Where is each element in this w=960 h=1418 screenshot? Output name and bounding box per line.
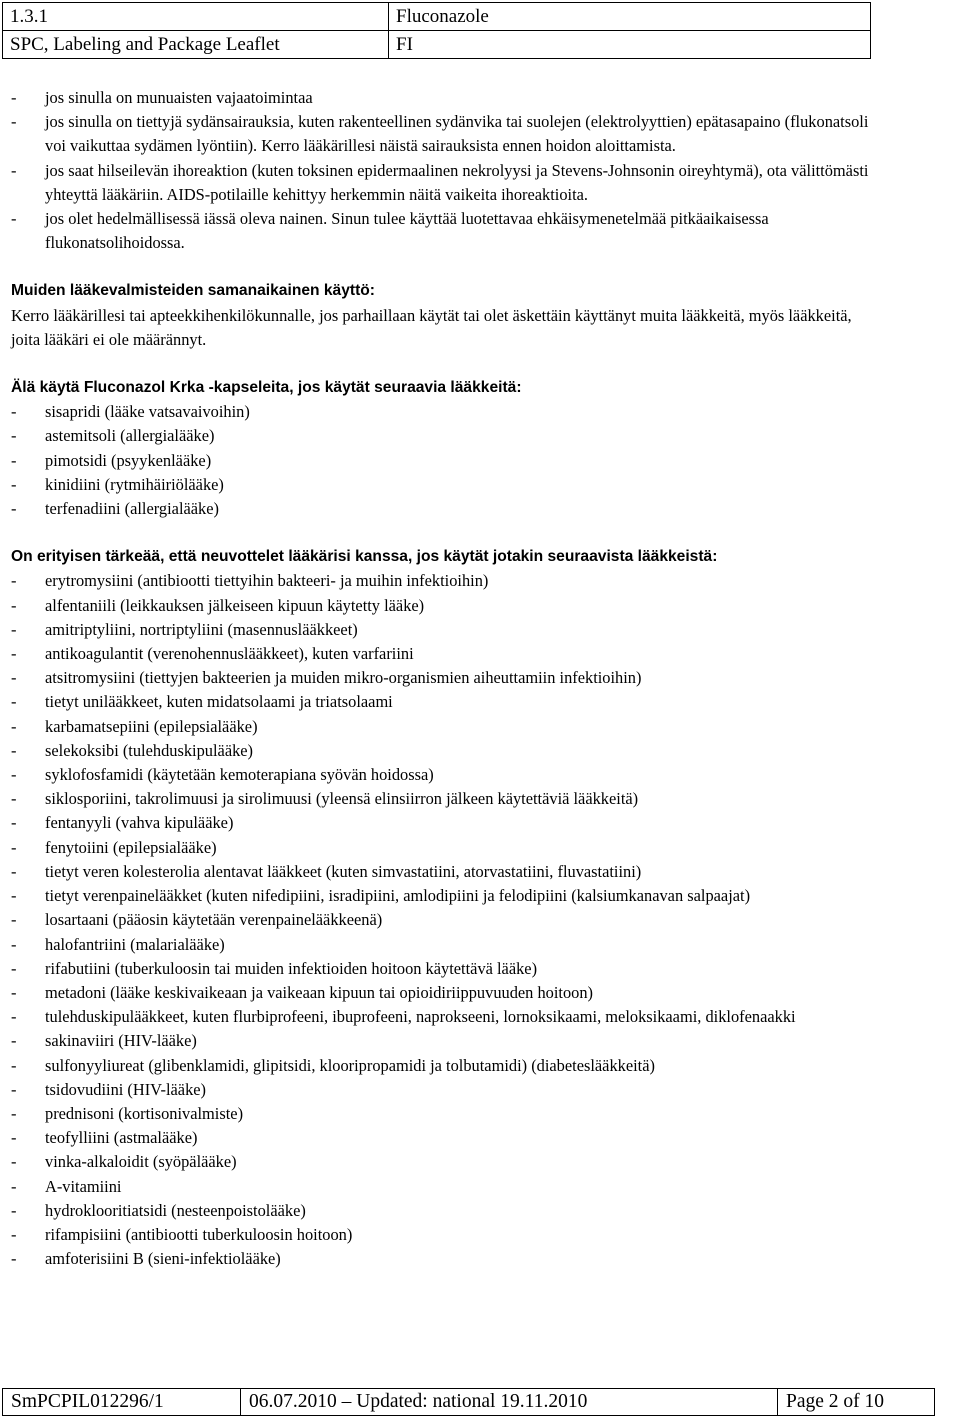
- section-number: 1.3.1: [3, 3, 389, 31]
- list-item: - jos olet hedelmällisessä iässä oleva nainen. Sinun tulee käyttää luotettavaa ehkäisymenetelmää pitkäaikaisessa flukonatsolihoidossa.: [11, 209, 769, 253]
- list-item: - jos sinulla on tiettyjä sydänsairauksia, kuten rakenteellinen sydänvika tai suolejen (elektrolyyttien) epätasapaino (flukonatsoli voi vaikuttaa sydämen lyöntiin). Kerro lääkärillesi näistä sairauksista ennen hoidon aloittamista.: [11, 112, 869, 156]
- document-type: SPC, Labeling and Package Leaflet: [3, 31, 389, 59]
- list-item: - tietyt veren kolesterolia alentavat lääkkeet (kuten simvastatiini, atorvastatiini, fluvastatiini): [11, 861, 642, 881]
- list-item: - selekoksibi (tulehduskipulääke): [11, 740, 254, 760]
- list-item: - metadoni (lääke keskivaikeaan ja vaikeaan kipuun tai opioidiriippuvuuden hoitoon): [11, 982, 594, 1002]
- list-item: - tietyt unilääkkeet, kuten midatsolaami ja triatsolaami: [11, 692, 393, 712]
- list-item: - siklosporiini, takrolimuusi ja sirolimuusi (yleensä elinsiirron jälkeen käytettäviä lääkkeitä): [11, 789, 639, 809]
- list-item: - rifabutiini (tuberkuloosin tai muiden infektioiden hoitoon käytettävä lääke): [11, 958, 538, 978]
- document-header: [2, 2, 871, 59]
- list-item: - halofantriini (malarialääke): [11, 934, 225, 954]
- document-footer: [2, 1388, 935, 1416]
- list-item: - rifampisiini (antibiootti tuberkuloosin hoitoon): [11, 1224, 353, 1244]
- list-item: - amfoterisiini B (sieni-infektiolääke): [11, 1249, 281, 1269]
- list-item: - hydroklooritiatsidi (nesteenpoistolääke): [11, 1200, 306, 1220]
- list-item: - terfenadiini (allergialääke): [11, 499, 219, 519]
- list-item: - tietyt verenpainelääkket (kuten nifedipiini, isradipiini, amlodipiini ja felodipiini (kalsiumkanavan salpaajat): [11, 886, 751, 906]
- page-number: Page 2 of 10: [778, 1389, 935, 1416]
- list-item: - astemitsoli (allergialääke): [11, 426, 215, 446]
- list-item: - pimotsidi (psyykenlääke): [11, 450, 212, 470]
- list-item: - erytromysiini (antibiootti tiettyihin bakteeri- ja muihin infektioihin): [11, 571, 489, 591]
- do-not-use-list: [11, 400, 871, 521]
- warnings-list: [11, 86, 871, 255]
- leaflet-content: [11, 86, 871, 1271]
- list-item: - tulehduskipulääkkeet, kuten flurbiprofeeni, ibuprofeeni, naprokseeni, lornoksikaami, meloksikaami, diklofenaakki: [11, 1007, 796, 1027]
- list-item: - teofylliini (astmalääke): [11, 1128, 198, 1148]
- important-interactions-list: [11, 569, 871, 1271]
- language-code: FI: [389, 31, 871, 59]
- list-item: - sakinaviiri (HIV-lääke): [11, 1031, 197, 1051]
- list-item: - alfentaniili (leikkauksen jälkeiseen kipuun käytetty lääke): [11, 595, 425, 615]
- concomitant-use-text: Kerro lääkärillesi tai apteekkihenkilökunnalle, jos parhaillaan käytät tai olet äskettäin käyttänyt muita lääkkeitä, myös lääkkeitä, joita lääkäri ei ole määrännyt.: [11, 305, 852, 349]
- list-item: - prednisoni (kortisonivalmiste): [11, 1103, 244, 1123]
- list-item: - syklofosfamidi (käytetään kemoterapiana syövän hoidossa): [11, 765, 434, 785]
- list-item: - A-vitamiini: [11, 1176, 122, 1196]
- list-item: - fenytoiini (epilepsialääke): [11, 837, 217, 857]
- list-item: - sulfonyyliureat (glibenklamidi, glipitsidi, klooripropamidi ja tolbutamidi) (diabeteslääkkeitä): [11, 1055, 655, 1075]
- list-item: - jos sinulla on munuaisten vajaatoimintaa: [11, 88, 313, 107]
- do-not-use-heading: Älä käytä Fluconazol Krka -kapseleita, jos käytät seuraavia lääkkeitä:: [11, 379, 522, 397]
- important-interactions-heading: On erityisen tärkeää, että neuvottelet lääkärisi kanssa, jos käytät jotakin seuraavista lääkkeistä:: [11, 548, 718, 566]
- list-item: - fentanyyli (vahva kipulääke): [11, 813, 234, 833]
- product-name: Fluconazole: [389, 3, 871, 31]
- list-item: - losartaani (pääosin käytetään verenpainelääkkeenä): [11, 910, 383, 930]
- list-item: - kinidiini (rytmihäiriölääke): [11, 474, 224, 494]
- list-item: - amitriptyliini, nortriptyliini (masennuslääkkeet): [11, 619, 358, 639]
- list-item: - karbamatsepiini (epilepsialääke): [11, 716, 258, 736]
- document-id: SmPCPIL012296/1: [3, 1389, 241, 1416]
- concomitant-use-heading: Muiden lääkevalmisteiden samanaikainen käyttö:: [11, 282, 375, 300]
- list-item: - jos saat hilseilevän ihoreaktion (kuten toksinen epidermaalinen nekrolyysi ja Stevens-Johnsonin oireyhtymä), ota välittömästi yhteyttä lääkäriin. AIDS-potilaille kehittyy herkemmin näitä vaikeita ihoreaktioita.: [11, 160, 869, 204]
- document-dates: 06.07.2010 – Updated: national 19.11.2010: [241, 1389, 778, 1416]
- list-item: - sisapridi (lääke vatsavaivoihin): [11, 402, 250, 422]
- list-item: - antikoagulantit (verenohennuslääkkeet), kuten varfariini: [11, 644, 414, 664]
- list-item: - vinka-alkaloidit (syöpälääke): [11, 1152, 237, 1172]
- list-item: - atsitromysiini (tiettyjen bakteerien ja muiden mikro-organismien aiheuttamiin infektioihin): [11, 668, 642, 688]
- list-item: - tsidovudiini (HIV-lääke): [11, 1079, 206, 1099]
